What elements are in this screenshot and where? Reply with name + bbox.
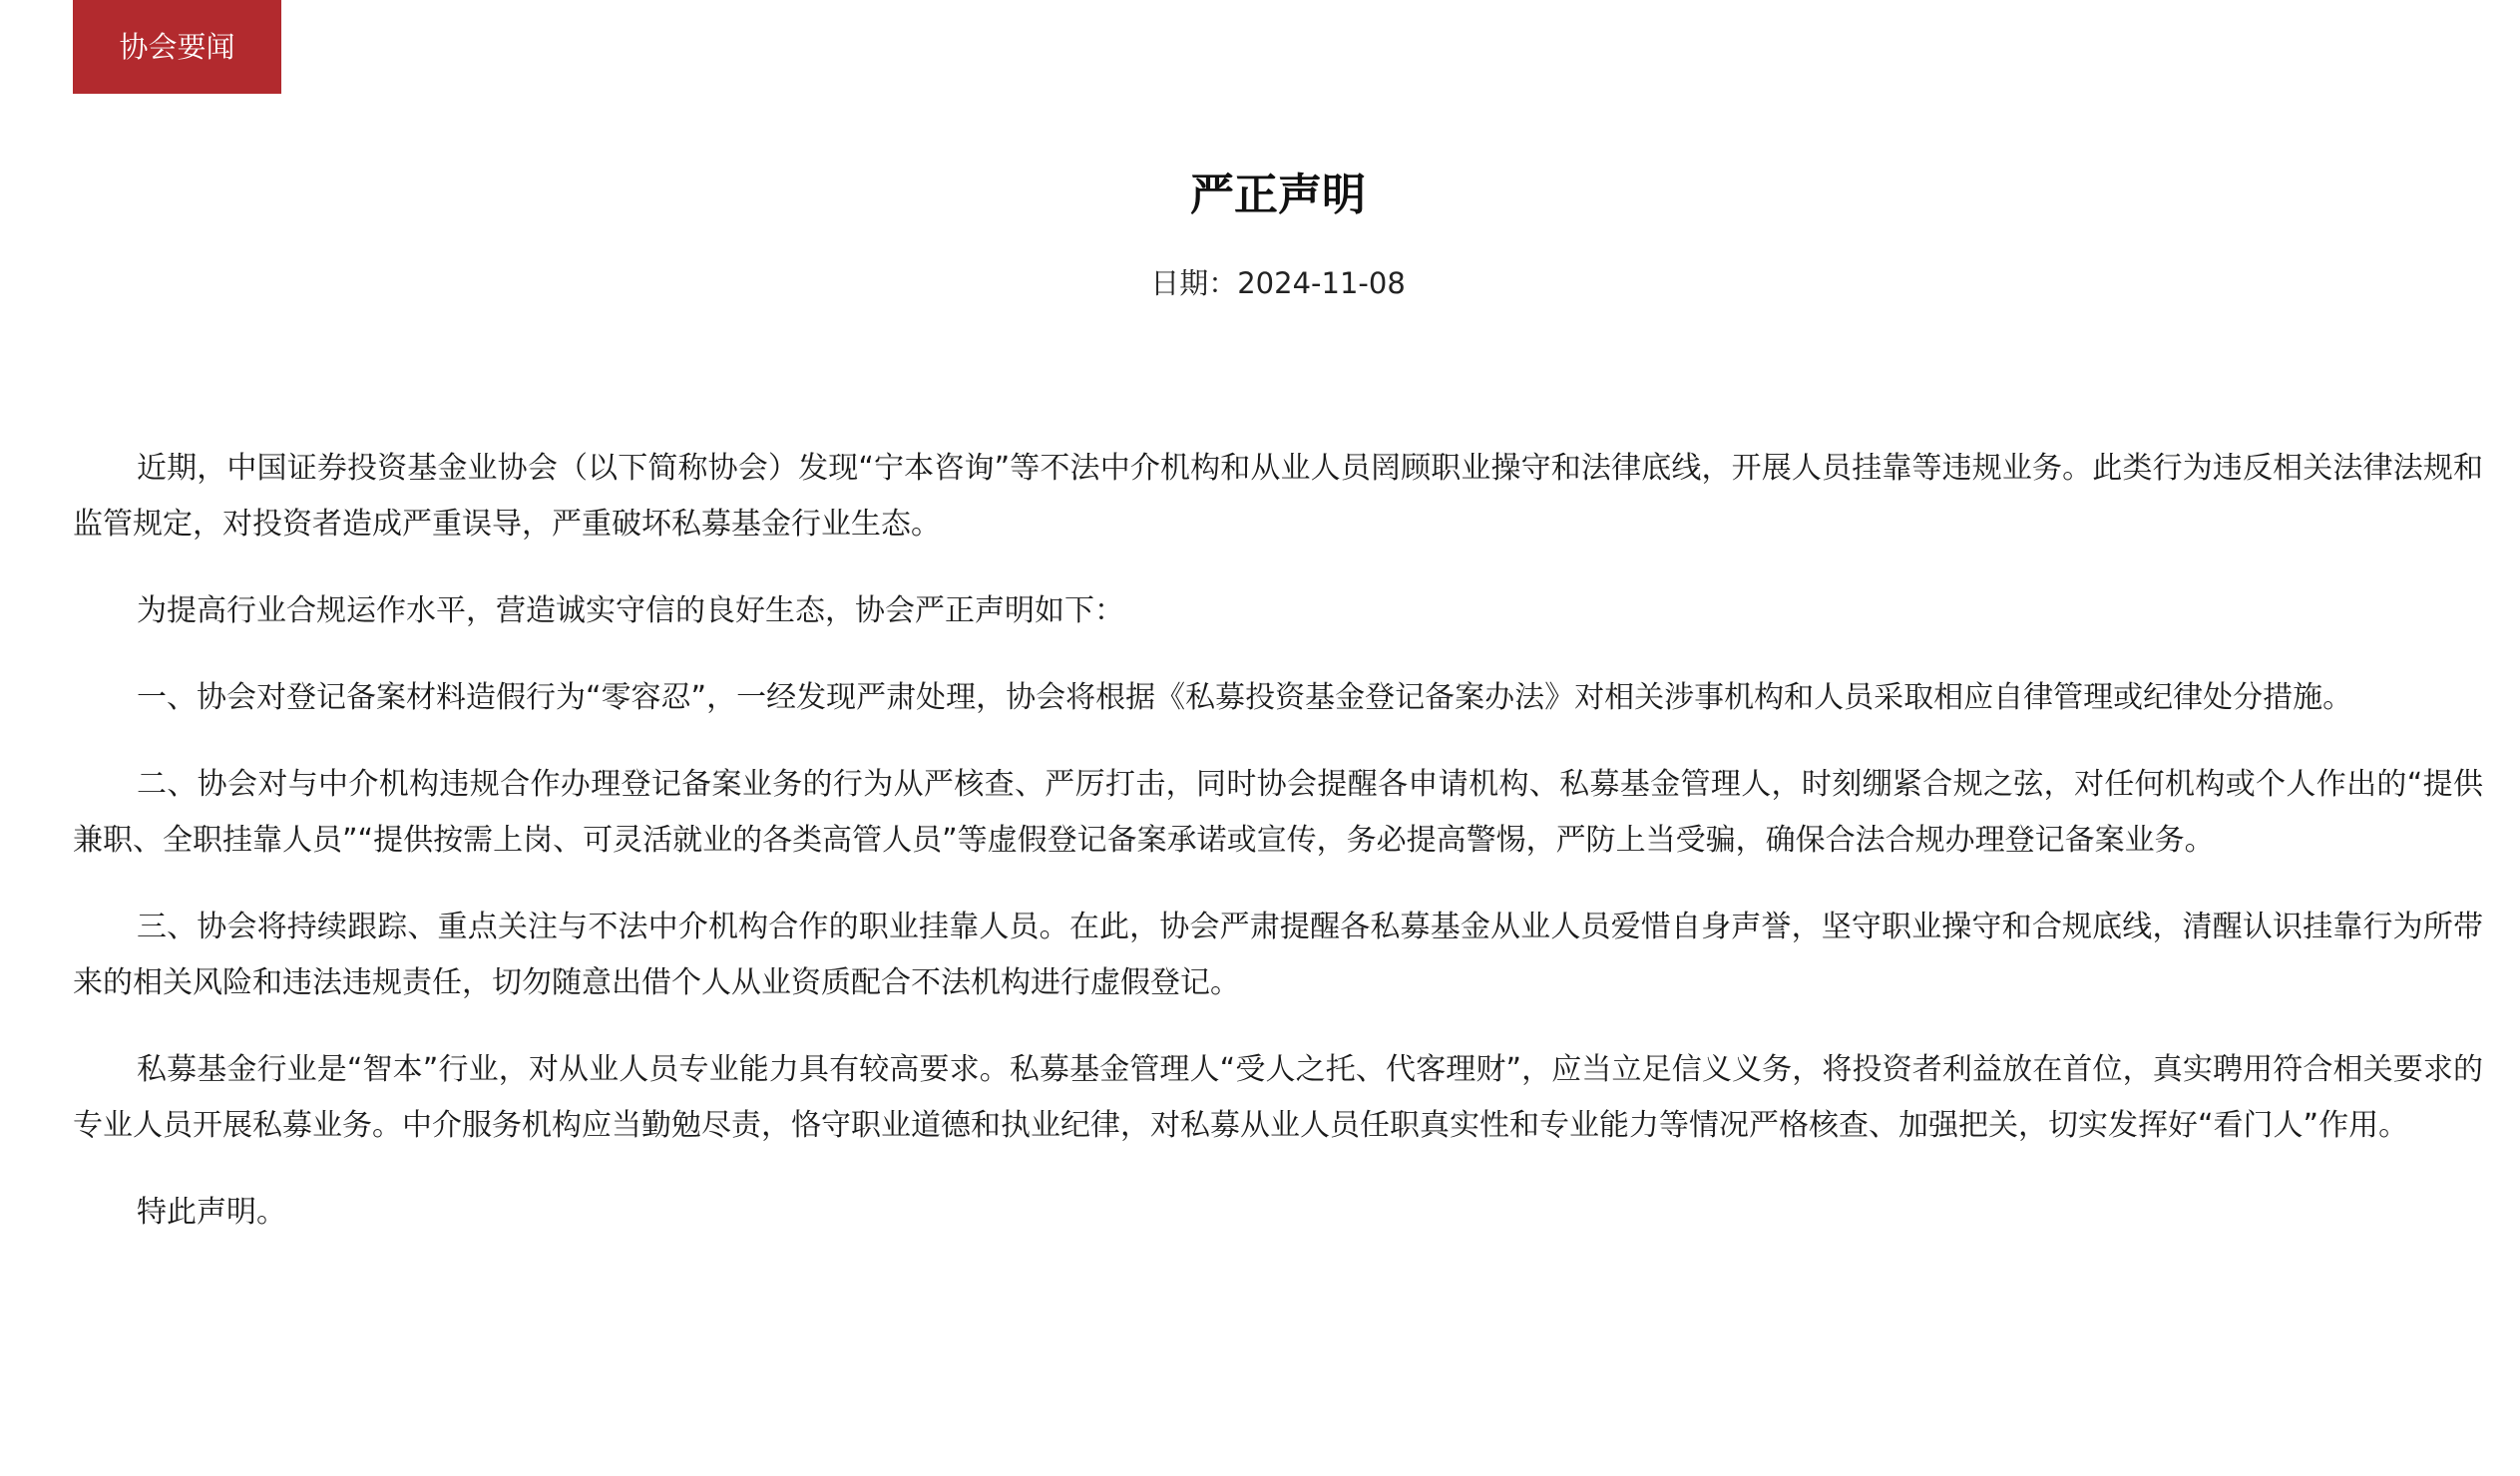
article-date <box>73 261 2483 305</box>
paragraph-point-1: 一、协会对登记备案材料造假行为“零容忍”，一经发现严肃处理，协会将根据《私募投资基金登记备案办法》对相关涉事机构和人员采取相应自律管理或纪律处分措施。 <box>137 680 2353 715</box>
paragraph-closing: 特此声明。 <box>137 1195 286 1230</box>
paragraph-industry: 私募基金行业是“智本”行业，对从业人员专业能力具有较高要求。私募基金管理人“受人之托、代客理财”，应当立足信义义务，将投资者利益放在首位，真实聘用符合相关要求的专业人员开展私募业务。中介服务机构应当勤勉尽责，恪守职业道德和执业纪律，对私募从业人员任职真实性和专业能力等情况严格核查、加强把关，切实发挥好“看门人”作用。 <box>73 1052 2483 1143</box>
paragraph-point-2: 二、协会对与中介机构违规合作办理登记备案业务的行为从严核查、严厉打击，同时协会提醒各申请机构、私募基金管理人，时刻绷紧合规之弦，对任何机构或个人作出的“提供兼职、全职挂靠人员”“提供按需上岗、可灵活就业的各类高管人员”等虚假登记备案承诺或宣传，务必提高警惕，严防上当受骗，确保合法合规办理登记备案业务。 <box>73 767 2483 858</box>
paragraph-intro: 近期，中国证券投资基金业协会（以下简称协会）发现“宁本咨询”等不法中介机构和从业人员罔顾职业操守和法律底线，开展人员挂靠等违规业务。此类行为违反相关法律法规和监管规定，对投资者造成严重误导，严重破坏私募基金行业生态。 <box>73 451 2483 542</box>
date-value: 2024-11-08 <box>1237 266 1406 300</box>
article-title: 严正声明 <box>1190 170 1366 220</box>
paragraph-point-3: 三、协会将持续跟踪、重点关注与不法中介机构合作的职业挂靠人员。在此，协会严肃提醒各私募基金从业人员爱惜自身声誉，坚守职业操守和合规底线，清醒认识挂靠行为所带来的相关风险和违法违规责任，切勿随意出借个人从业资质配合不法机构进行虚假登记。 <box>73 910 2483 1000</box>
date-label: 日期： <box>1150 266 1238 300</box>
article-body <box>73 441 2483 1272</box>
paragraph-statement-lead: 为提高行业合规运作水平，营造诚实守信的良好生态，协会严正声明如下： <box>137 593 1124 628</box>
tab-association-news[interactable]: 协会要闻 <box>73 0 281 94</box>
section-tab-bar <box>73 0 2447 94</box>
